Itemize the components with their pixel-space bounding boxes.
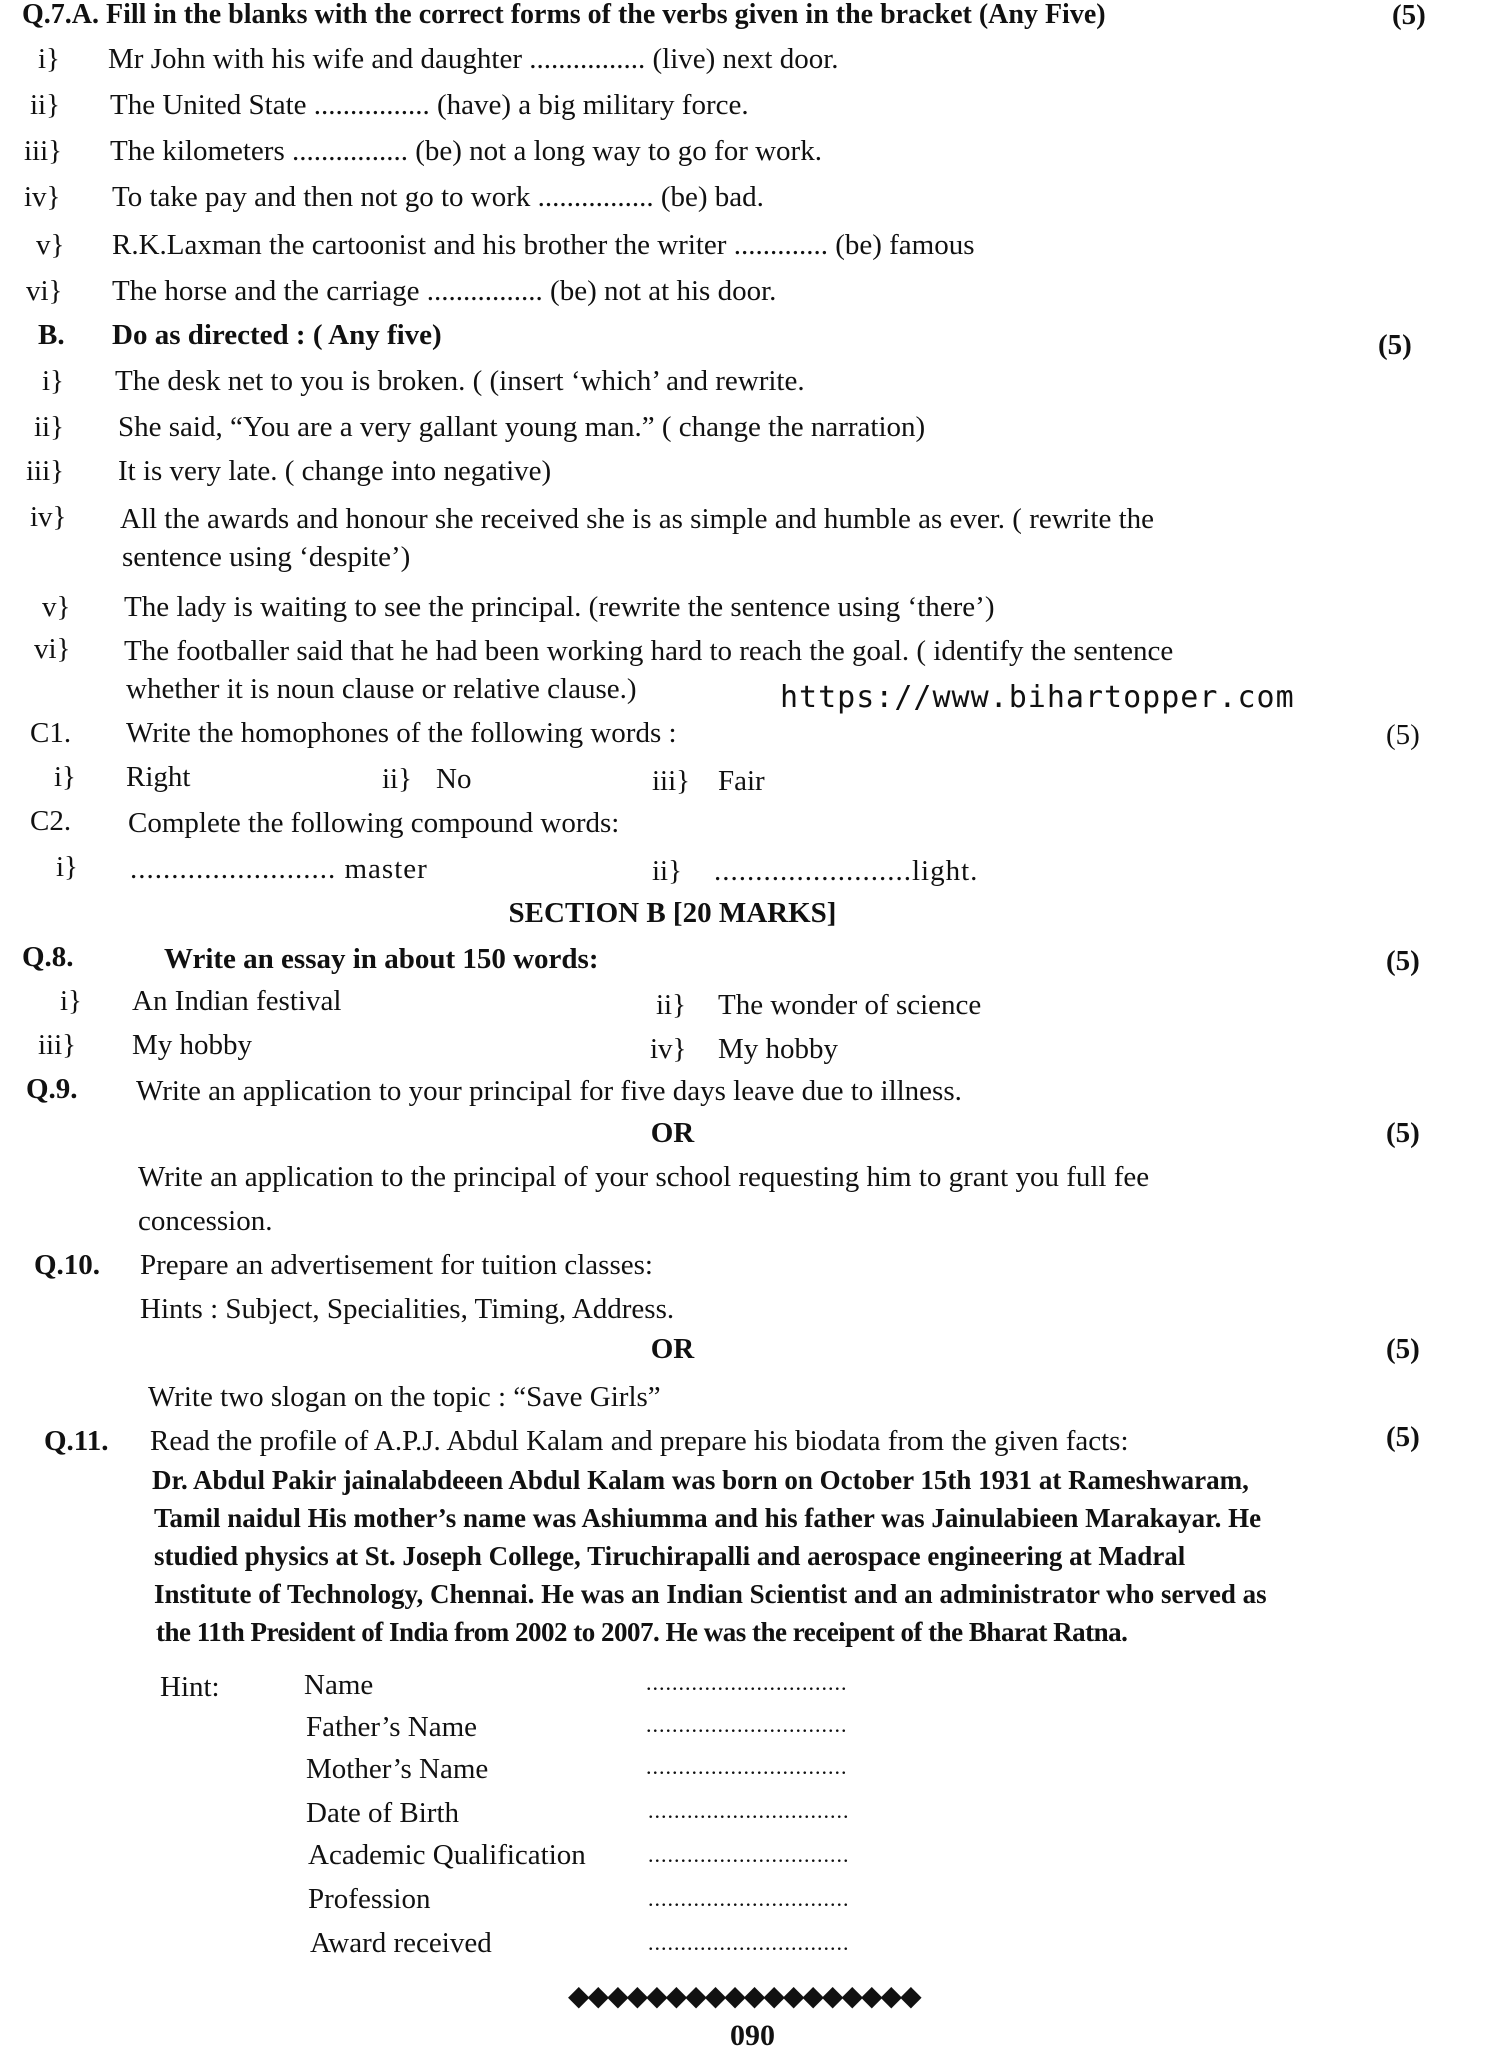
q7b-item-5-text: The lady is waiting to see the principal. (rewrite the sentence using ‘there’) bbox=[124, 591, 995, 623]
biodata-field-name: Name bbox=[304, 1669, 374, 1701]
q7a-item-1-num: i} bbox=[38, 43, 60, 75]
q8-item-1-num: i} bbox=[60, 985, 82, 1017]
q7b-item-1-num: i} bbox=[42, 365, 64, 397]
c1-label: C1. bbox=[30, 717, 72, 749]
q7a-item-6-text: The horse and the carriage ................ (be) not at his door. bbox=[112, 275, 777, 307]
q7b-item-2-num: ii} bbox=[34, 411, 65, 443]
biodata-blank-name: ............................... bbox=[646, 1670, 848, 1695]
q11-label: Q.11. bbox=[44, 1425, 109, 1457]
q10-text: Prepare an advertisement for tuition classes: bbox=[140, 1249, 653, 1281]
c1-item-1-text: Right bbox=[126, 761, 191, 793]
c2-label: C2. bbox=[30, 805, 72, 837]
q8-item-4-num: iv} bbox=[650, 1033, 687, 1065]
q11-para-line-5: the 11th President of India from 2002 to 2007. He was the receipent of the Bharat Ratna. bbox=[156, 1617, 1128, 1647]
q11-heading: Read the profile of A.P.J. Abdul Kalam and prepare his biodata from the given facts: bbox=[150, 1425, 1129, 1457]
q7a-item-3-num: iii} bbox=[24, 135, 63, 167]
q11-para-line-3: studied physics at St. Joseph College, Tiruchirapalli and aerospace engineering at Madral bbox=[154, 1541, 1186, 1571]
diamond-ornament: ◆◆◆◆◆◆◆◆◆◆◆◆◆◆◆◆◆◆ bbox=[568, 1981, 920, 2012]
biodata-blank-profession: ............................... bbox=[648, 1886, 850, 1911]
q7a-item-4-num: iv} bbox=[24, 181, 61, 213]
c1-item-2-num: ii} bbox=[382, 763, 413, 795]
biodata-field-profession: Profession bbox=[308, 1883, 431, 1915]
q8-item-2-num: ii} bbox=[656, 989, 687, 1021]
q7a-item-2-text: The United State ................ (have) a big military force. bbox=[110, 89, 749, 121]
q7b-item-3-text: It is very late. ( change into negative) bbox=[118, 455, 552, 487]
q8-item-1-text: An Indian festival bbox=[132, 985, 342, 1017]
biodata-blank-father: ............................... bbox=[646, 1712, 848, 1737]
biodata-field-father: Father’s Name bbox=[306, 1711, 477, 1743]
q10-marks: (5) bbox=[1386, 1333, 1420, 1365]
q9-alt-line-2: concession. bbox=[138, 1205, 273, 1237]
q9-alt-line-1: Write an application to the principal of your school requesting him to grant you full fee bbox=[138, 1161, 1150, 1193]
q8-heading: Write an essay in about 150 words: bbox=[164, 943, 599, 975]
biodata-blank-dob: ............................... bbox=[648, 1798, 850, 1823]
c1-item-1-num: i} bbox=[54, 761, 76, 793]
q7b-item-4-text-cont: sentence using ‘despite’) bbox=[122, 541, 411, 573]
q9-text: Write an application to your principal for five days leave due to illness. bbox=[136, 1075, 962, 1107]
q10-label: Q.10. bbox=[34, 1249, 101, 1281]
biodata-field-award: Award received bbox=[310, 1927, 492, 1959]
biodata-blank-qualification: ............................... bbox=[648, 1842, 850, 1867]
biodata-field-qualification: Academic Qualification bbox=[308, 1839, 586, 1871]
c2-item-2-num: ii} bbox=[652, 855, 683, 887]
q8-label: Q.8. bbox=[22, 941, 74, 973]
biodata-field-dob: Date of Birth bbox=[306, 1797, 460, 1829]
watermark-url: https://www.bihartopper.com bbox=[780, 680, 1295, 715]
biodata-blank-award: ............................... bbox=[648, 1930, 850, 1955]
q10-or: OR bbox=[650, 1333, 695, 1365]
c1-marks: (5) bbox=[1386, 719, 1420, 751]
c2-heading: Complete the following compound words: bbox=[128, 807, 620, 839]
q11-para-line-4: Institute of Technology, Chennai. He was an Indian Scientist and an administrator who served as bbox=[154, 1579, 1267, 1609]
q7b-item-4-num: iv} bbox=[30, 501, 67, 533]
c1-item-2-text: No bbox=[436, 763, 472, 795]
q7a-item-3-text: The kilometers ................ (be) not a long way to go for work. bbox=[110, 135, 822, 167]
biodata-field-mother: Mother’s Name bbox=[306, 1753, 489, 1785]
q8-item-2-text: The wonder of science bbox=[718, 989, 982, 1021]
c2-item-1-num: i} bbox=[56, 851, 78, 883]
c1-heading: Write the homophones of the following words : bbox=[126, 717, 677, 749]
q7b-marks: (5) bbox=[1378, 329, 1412, 361]
q9-marks: (5) bbox=[1386, 1117, 1420, 1149]
c2-item-1-text: ......................... master bbox=[130, 853, 428, 885]
q7b-heading: Do as directed : ( Any five) bbox=[112, 319, 442, 351]
q9-or: OR bbox=[650, 1117, 695, 1149]
q7b-label: B. bbox=[38, 319, 65, 351]
q7a-item-2-num: ii} bbox=[30, 89, 61, 121]
q10-hints: Hints : Subject, Specialities, Timing, Address. bbox=[140, 1293, 675, 1325]
q11-hint-label: Hint: bbox=[160, 1671, 220, 1703]
q7b-item-5-num: v} bbox=[42, 591, 71, 623]
q11-para-line-2: Tamil naidul His mother’s name was Ashiumma and his father was Jainulabieen Marakayar. He bbox=[154, 1503, 1262, 1533]
q7b-item-2-text: She said, “You are a very gallant young man.” ( change the narration) bbox=[118, 411, 926, 443]
q8-item-4-text: My hobby bbox=[718, 1033, 839, 1065]
q7a-item-5-num: v} bbox=[36, 229, 65, 261]
q8-item-3-num: iii} bbox=[38, 1029, 77, 1061]
q7a-heading: Q.7.A. Fill in the blanks with the correct forms of the verbs given in the bracket (Any Five) bbox=[22, 0, 1106, 30]
section-b-heading: SECTION B [20 MARKS] bbox=[508, 897, 837, 929]
q7b-item-1-text: The desk net to you is broken. ( (insert ‘which’ and rewrite. bbox=[115, 365, 805, 397]
q8-item-3-text: My hobby bbox=[132, 1029, 253, 1061]
q7a-marks: (5) bbox=[1392, 0, 1426, 31]
q11-marks: (5) bbox=[1386, 1421, 1420, 1453]
q7b-item-6-text: The footballer said that he had been working hard to reach the goal. ( identify the sentence bbox=[124, 635, 1174, 667]
c1-item-3-num: iii} bbox=[652, 765, 691, 797]
q9-label: Q.9. bbox=[26, 1073, 78, 1105]
q7a-item-5-text: R.K.Laxman the cartoonist and his brother the writer ............. (be) famous bbox=[112, 229, 975, 261]
q11-para-line-1: Dr. Abdul Pakir jainalabdeeen Abdul Kalam was born on October 15th 1931 at Rameshwaram, bbox=[152, 1465, 1249, 1495]
q7b-item-3-num: iii} bbox=[26, 455, 65, 487]
c2-item-2-text: ........................light. bbox=[714, 855, 979, 887]
q7b-item-4-text: All the awards and honour she received she is as simple and humble as ever. ( rewrite the bbox=[120, 503, 1155, 535]
q7b-item-6-text-cont: whether it is noun clause or relative clause.) bbox=[126, 673, 637, 705]
page-number: 090 bbox=[730, 2019, 775, 2052]
c1-item-3-text: Fair bbox=[718, 765, 765, 797]
q7b-item-6-num: vi} bbox=[34, 633, 71, 665]
q7a-item-4-text: To take pay and then not go to work ................ (be) bad. bbox=[112, 181, 764, 213]
q8-marks: (5) bbox=[1386, 945, 1420, 977]
q10-alt: Write two slogan on the topic : “Save Girls” bbox=[148, 1381, 661, 1413]
q7a-item-1-text: Mr John with his wife and daughter ................ (live) next door. bbox=[108, 43, 839, 75]
biodata-blank-mother: ............................... bbox=[646, 1754, 848, 1779]
q7a-item-6-num: vi} bbox=[26, 275, 63, 307]
